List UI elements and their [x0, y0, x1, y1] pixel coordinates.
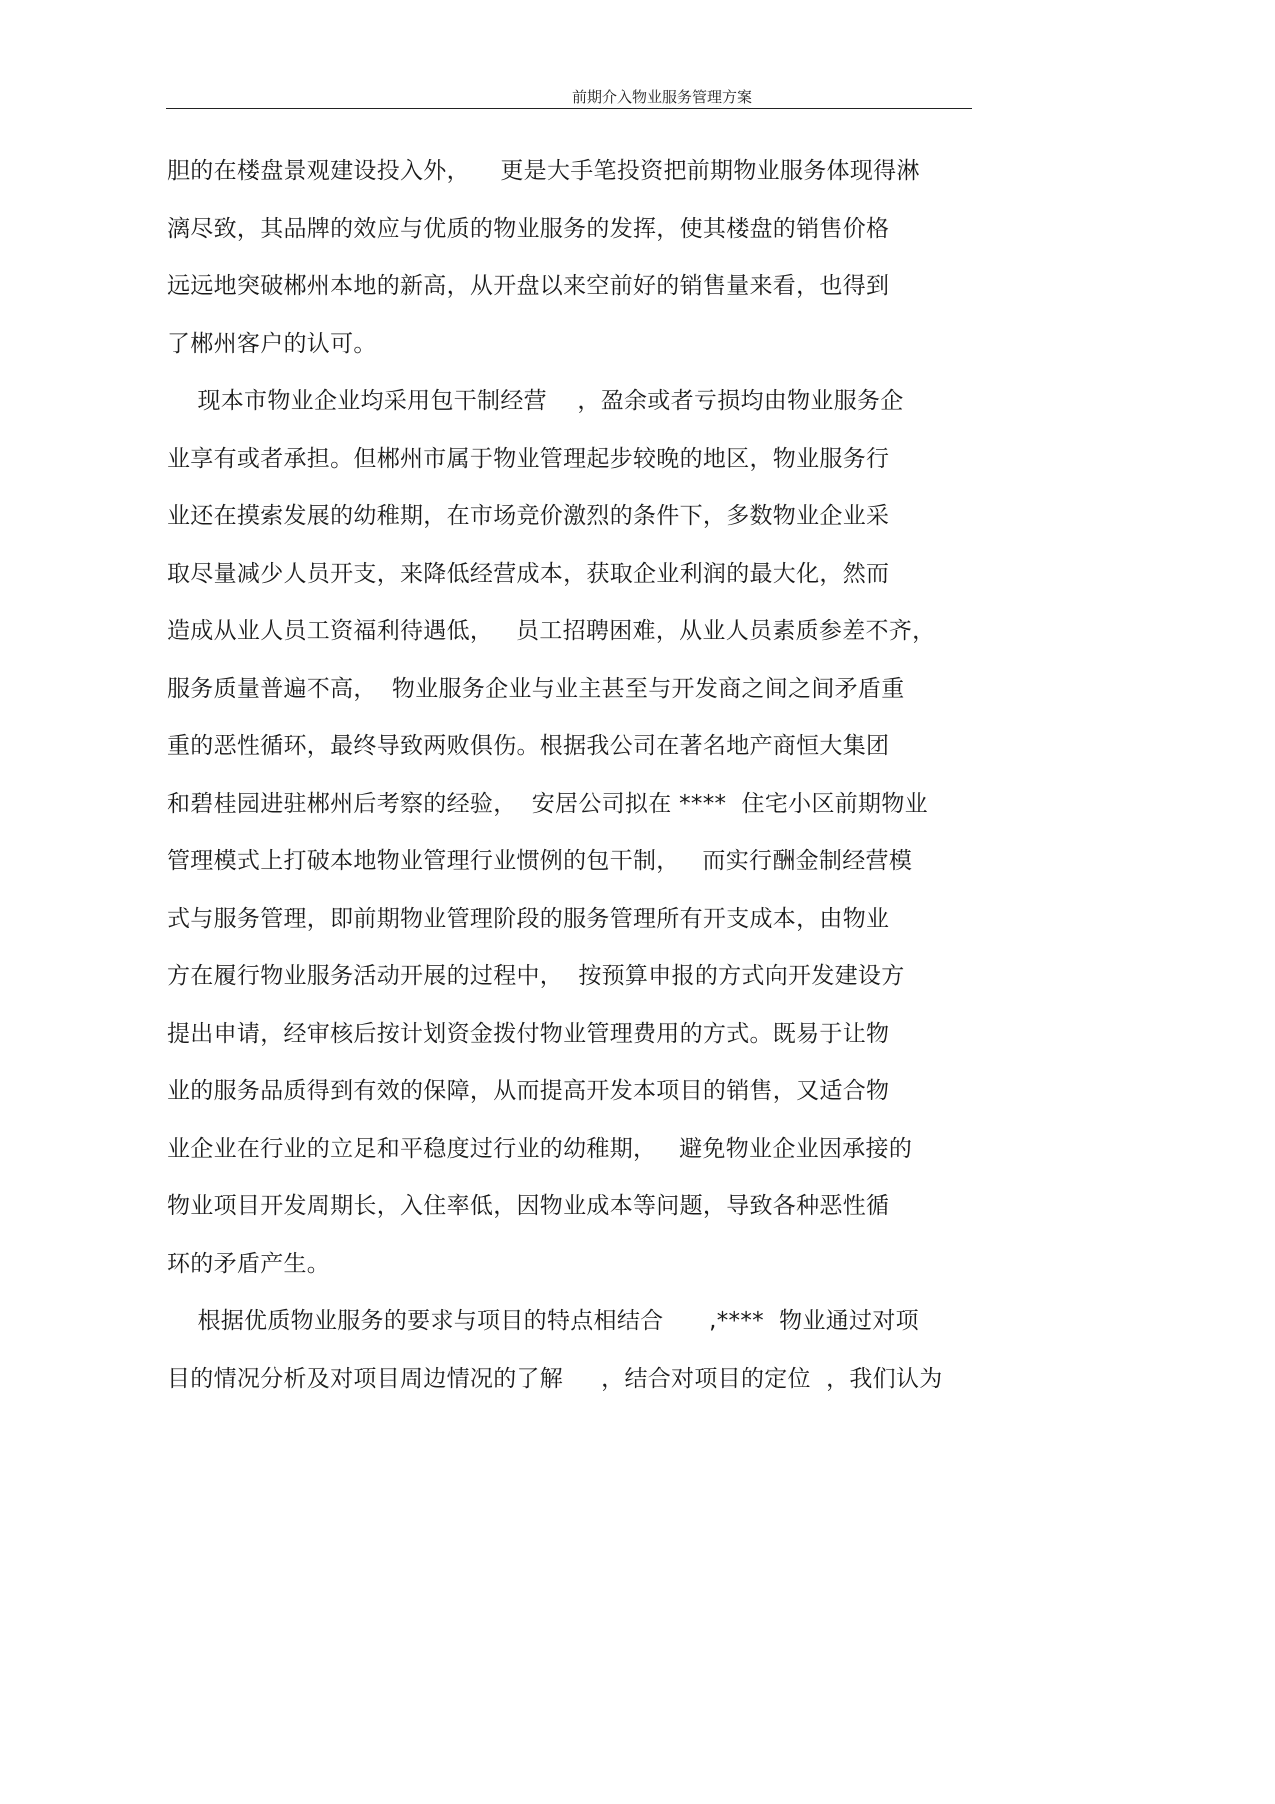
text-line: 业享有或者承担。但郴州市属于物业管理起步较晚的地区，物业服务行	[167, 445, 890, 472]
text-line: 环的矛盾产生。	[167, 1250, 331, 1277]
text-line: 方在履行物业服务活动开展的过程中， 按预算申报的方式向开发建设方	[167, 963, 905, 989]
text-line: 了郴州客户的认可。	[167, 330, 377, 357]
text-line: 提出申请，经审核后按计划资金拨付物业管理费用的方式。既易于让物	[167, 1020, 890, 1047]
text-line: 重的恶性循环，最终导致两败俱伤。根据我公司在著名地产商恒大集团	[167, 733, 890, 759]
text-line: 业的服务品质得到有效的保障，从而提高开发本项目的销售，又适合物	[167, 1078, 890, 1104]
text-line: 管理模式上打破本地物业管理行业惯例的包干制， 而实行酬金制经营模	[167, 848, 913, 874]
text-line: 造成从业人员工资福利待遇低， 员工招聘困难，从业人员素质参差不齐，	[167, 618, 936, 644]
text-line: 服务质量普遍不高， 物业服务企业与业主甚至与开发商之间之间矛盾重	[167, 675, 905, 702]
document-body	[167, 143, 987, 1408]
text-line: 漓尽致，其品牌的效应与优质的物业服务的发挥，使其楼盘的销售价格	[167, 215, 890, 242]
text-line: 业企业在行业的立足和平稳度过行业的幼稚期， 避免物业企业因承接的	[167, 1135, 913, 1162]
text-line: 远远地突破郴州本地的新高，从开盘以来空前好的销售量来看，也得到	[167, 273, 890, 299]
text-line: 业还在摸索发展的幼稚期，在市场竞价激烈的条件下，多数物业企业采	[167, 503, 890, 529]
text-line: 和碧桂园进驻郴州后考察的经验， 安居公司拟在 **** 住宅小区前期物业	[167, 790, 928, 817]
page-header	[166, 84, 972, 109]
text-line: 目的情况分析及对项目周边情况的了解 ，结合对项目的定位 ，我们认为	[167, 1365, 943, 1392]
text-line: 物业项目开发周期长，入住率低，因物业成本等问题，导致各种恶性循	[167, 1193, 890, 1219]
text-line: 式与服务管理，即前期物业管理阶段的服务管理所有开支成本，由物业	[167, 905, 890, 932]
header-title: 前期介入物业服务管理方案	[572, 88, 753, 106]
text-line: 胆的在楼盘景观建设投入外， 更是大手笔投资把前期物业服务体现得淋	[167, 158, 920, 184]
text-line: 现本市物业企业均采用包干制经营 ，盈余或者亏损均由物业服务企	[167, 388, 904, 414]
text-line: 根据优质物业服务的要求与项目的特点相结合 ,**** 物业通过对项	[167, 1308, 919, 1334]
text-line: 取尽量减少人员开支，来降低经营成本，获取企业利润的最大化，然而	[167, 560, 890, 587]
